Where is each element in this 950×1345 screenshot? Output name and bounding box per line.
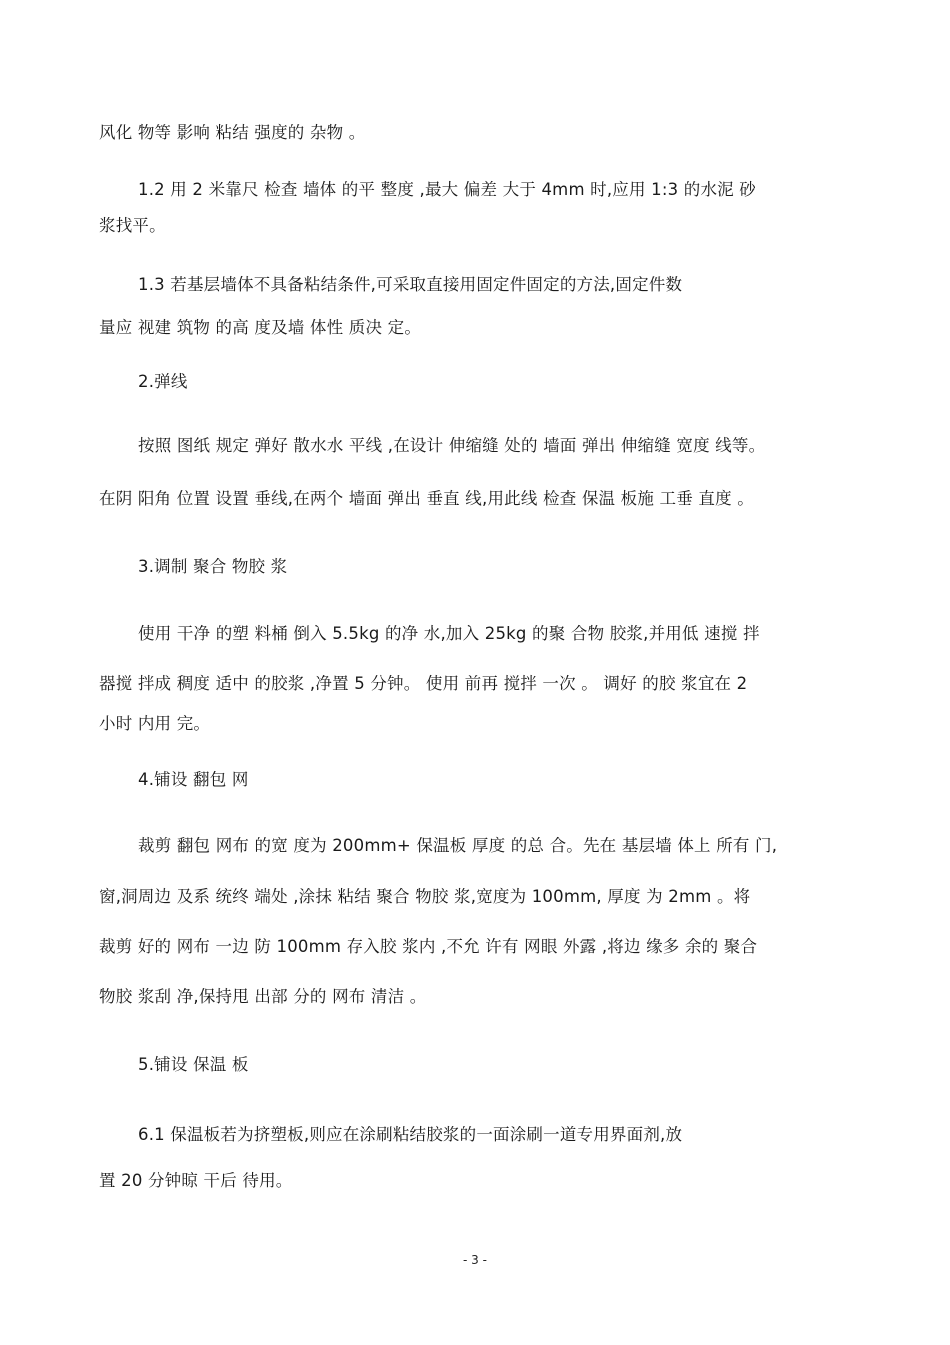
section-heading: 4.铺设 翻包 网 (138, 770, 249, 789)
text-line: 风化 物等 影响 粘结 强度的 杂物 。 (99, 123, 366, 142)
text-line: 小时 内用 完。 (99, 714, 211, 733)
text-line: 置 20 分钟晾 干后 待用。 (99, 1171, 293, 1190)
text-line: 6.1 保温板若为挤塑板,则应在涂刷粘结胶浆的一面涂刷一道专用界面剂,放 (138, 1125, 683, 1144)
text-line: 在阴 阳角 位置 设置 垂线,在两个 墙面 弹出 垂直 线,用此线 检查 保温 板施 工垂 直度 。 (99, 489, 754, 508)
text-line: 量应 视建 筑物 的高 度及墙 体性 质决 定。 (99, 318, 422, 337)
text-line: 按照 图纸 规定 弹好 散水水 平线 ,在设计 伸缩缝 处的 墙面 弹出 伸缩缝 宽度 线等。 (138, 436, 766, 455)
page-number: - 3 - (463, 1253, 487, 1267)
text-line: 窗,洞周边 及系 统终 端处 ,涂抹 粘结 聚合 物胶 浆,宽度为 100mm, 厚度 为 2mm 。将 (99, 887, 751, 906)
text-line: 裁剪 翻包 网布 的宽 度为 200mm+ 保温板 厚度 的总 合。先在 基层墙 体上 所有 门, (138, 836, 778, 855)
text-line: 1.3 若基层墙体不具备粘结条件,可采取直接用固定件固定的方法,固定件数 (138, 275, 683, 294)
text-line: 器搅 拌成 稠度 适中 的胶浆 ,净置 5 分钟。 使用 前再 搅拌 一次 。 调好 的胶 浆宜在 2 (99, 674, 748, 693)
text-line: 浆找平。 (99, 216, 166, 235)
section-heading: 5.铺设 保温 板 (138, 1055, 249, 1074)
text-line: 使用 干净 的塑 料桶 倒入 5.5kg 的净 水,加入 25kg 的聚 合物 胶浆,并用低 速搅 拌 (138, 624, 760, 643)
section-heading: 3.调制 聚合 物胶 浆 (138, 557, 288, 576)
section-heading: 2.弹线 (138, 372, 188, 391)
text-line: 物胶 浆刮 净,保持甩 出部 分的 网布 清洁 。 (99, 987, 427, 1006)
text-line: 1.2 用 2 米靠尺 检查 墙体 的平 整度 ,最大 偏差 大于 4mm 时,应用 1:3 的水泥 砂 (138, 180, 756, 199)
text-line: 裁剪 好的 网布 一边 防 100mm 存入胶 浆内 ,不允 许有 网眼 外露 ,将边 缘多 余的 聚合 (99, 937, 758, 956)
